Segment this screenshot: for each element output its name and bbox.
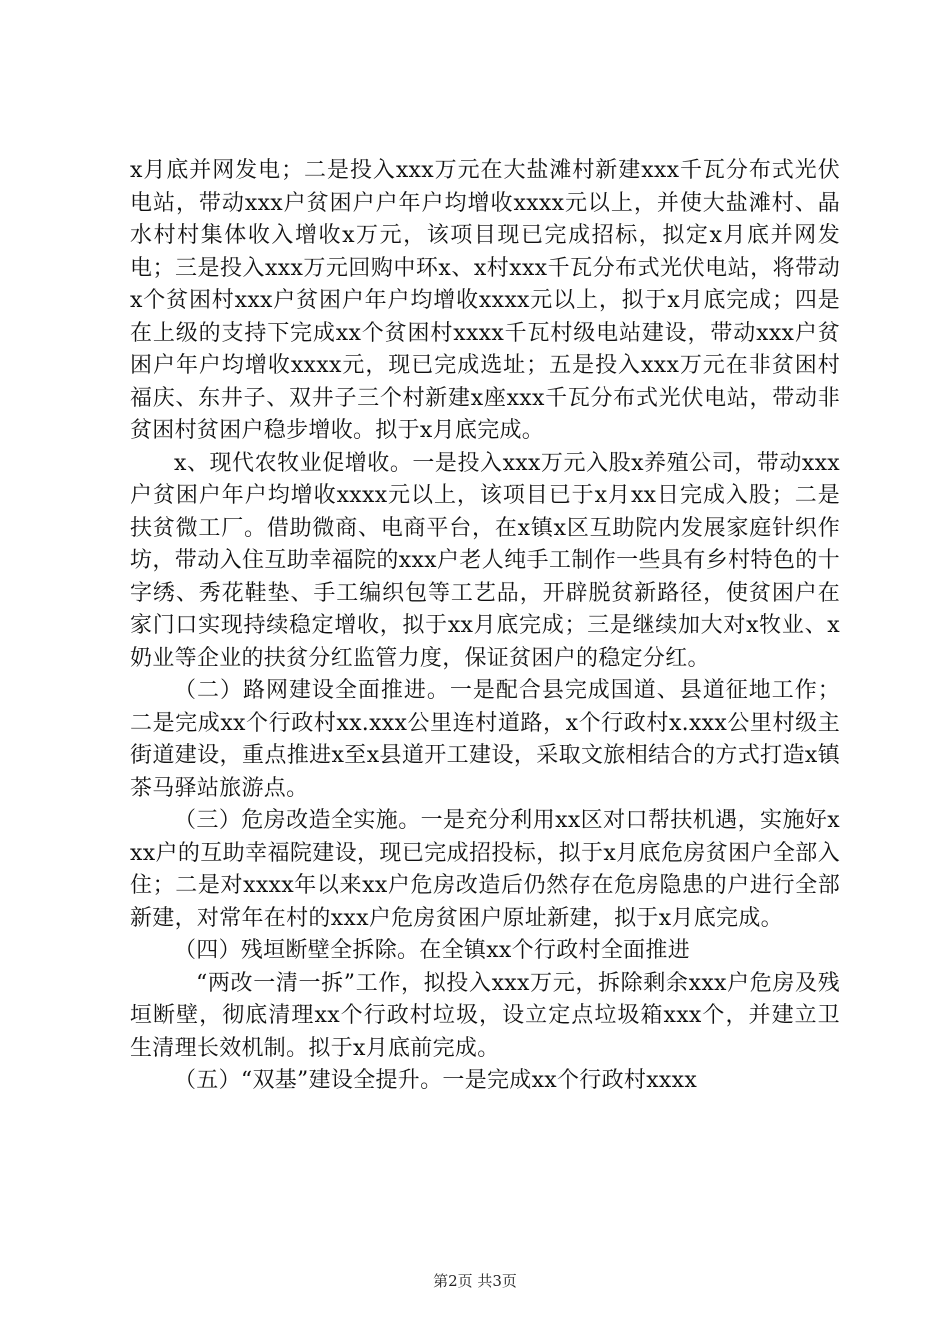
paragraph-dangerous-housing: （三）危房改造全实施。一是充分利用xx区对口帮扶机遇，实施好xxx户的互助幸福院建设，现已完成招投标，拟于x月底危房贫困户全部入住；二是对xxxx年以来xx户危房改造后仍然存在危房隐患的户进行全部新建，对常年在村的xxx户危房贫困户原址新建，拟于x月底完成。 (130, 808, 840, 931)
paragraph-demolition-heading: （四）残垣断壁全拆除。在全镇xx个行政村全面推进 (174, 938, 691, 963)
document-body (130, 155, 840, 1098)
paragraph-demolition-body: “两改一清一拆”工作，拟投入xxx万元，拆除剩余xxx户危房及残垣断壁，彻底清理xx个行政村垃圾，设立定点垃圾箱xxx个，并建立卫生清理长效机制。拟于x月底前完成。 (130, 970, 840, 1061)
paragraph-double-base: （五）“双基”建设全提升。一是完成xx个行政村xxxx (174, 1068, 698, 1093)
page-number-footer: 第2页 共3页 (433, 1272, 517, 1290)
paragraph-modern-agriculture: x、现代农牧业促增收。一是投入xxx万元入股x养殖公司，带动xxx户贫困户年户均增收xxxx元以上，该项目已于x月xx日完成入股；二是扶贫微工厂。借助微商、电商平台，在x镇x区互助院内发展家庭针织作坊，带动入住互助幸福院的xxx户老人纯手工制作一些具有乡村特色的十字绣、秀花鞋垫、手工编织包等工艺品，开辟脱贫新路径，使贫困户在家门口实现持续稳定增收，拟于xx月底完成；三是继续加大对x牧业、x奶业等企业的扶贫分红监管力度，保证贫困户的稳定分红。 (130, 450, 840, 671)
paragraph-photovoltaic-continued: x月底并网发电；二是投入xxx万元在大盐滩村新建xxx千瓦分布式光伏电站，带动xxx户贫困户户年户均增收xxxx元以上，并使大盐滩村、晶水村村集体收入增收x万元，该项目现已完成招标，拟定x月底并网发电；三是投入xxx万元回购中环x、x村xxx千瓦分布式光伏电站，将带动x个贫困村xxx户贫困户年户均增收xxxx元以上，拟于x月底完成；四是在上级的支持下完成xx个贫困村xxxx千瓦村级电站建设，带动xxx户贫困户年户均增收xxxx元，现已完成选址；五是投入xxx万元在非贫困村福庆、东井子、双井子三个村新建x座xxx千瓦分布式光伏电站，带动非贫困村贫困户稳步增收。拟于x月底完成。 (130, 158, 840, 443)
paragraph-road-network: （二）路网建设全面推进。一是配合县完成国道、县道征地工作；二是完成xx个行政村xx.xxx公里连村道路，x个行政村x.xxx公里村级主街道建设，重点推进x至x县道开工建设，采取文旅相结合的方式打造x镇茶马驿站旅游点。 (130, 678, 840, 801)
